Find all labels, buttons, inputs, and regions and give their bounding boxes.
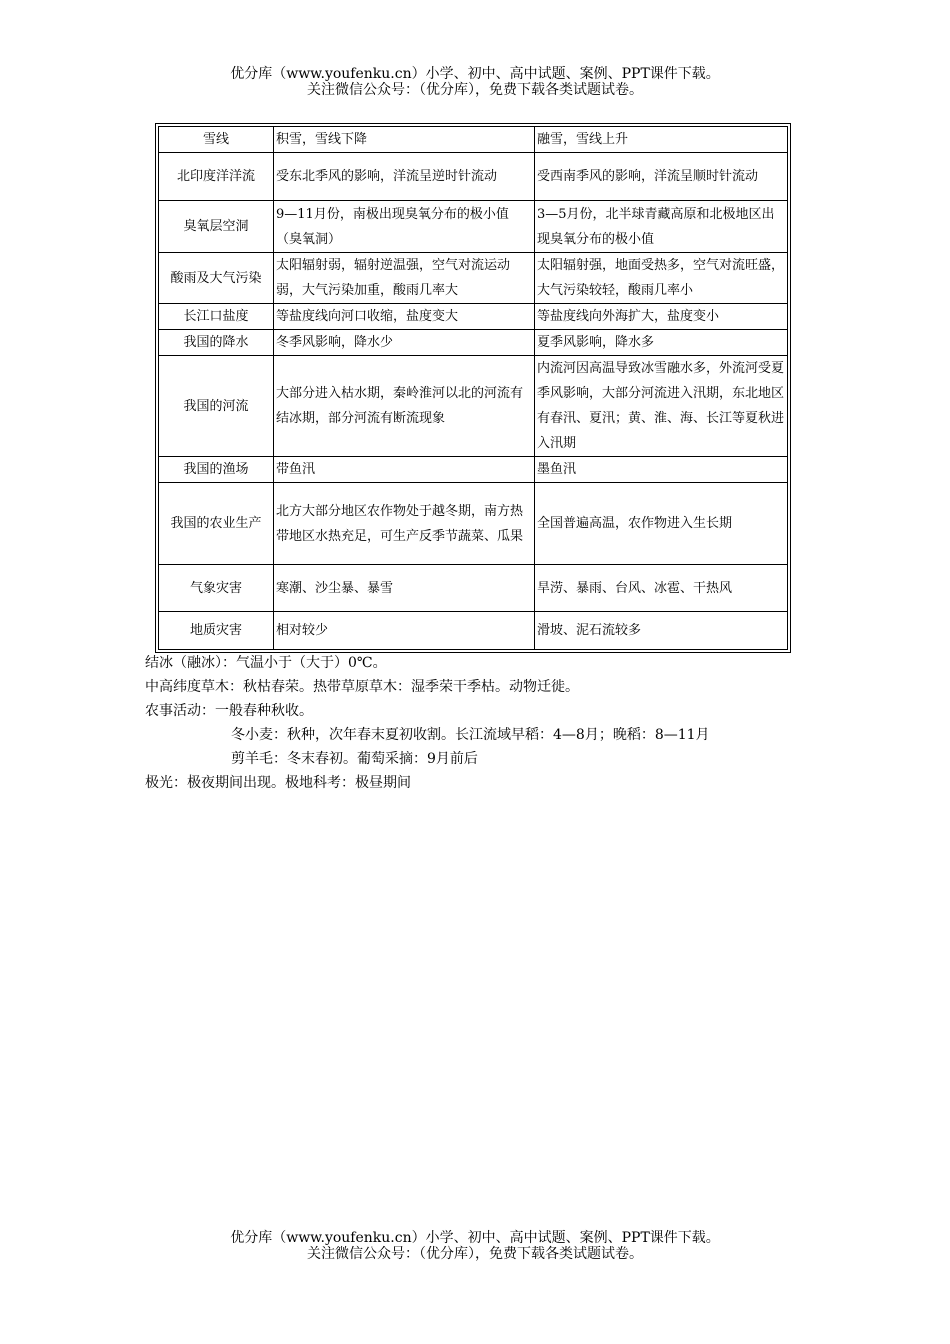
winter-cell: 积雪，雪线下降 [274, 127, 535, 153]
summer-cell: 滑坡、泥石流较多 [535, 612, 788, 650]
row-label: 地质灾害 [159, 612, 274, 650]
row-label: 我国的渔场 [159, 457, 274, 483]
page-header [0, 66, 950, 98]
table-row [159, 304, 788, 330]
table-row [159, 565, 788, 612]
summer-cell: 内流河因高温导致冰雪融水多，外流河受夏季风影响，大部分河流进入汛期，东北地区有春汛、夏汛；黄、淮、海、长江等夏秋进入汛期 [535, 356, 788, 457]
winter-cell: 冬季风影响，降水少 [274, 330, 535, 356]
note-line: 冬小麦：秋种，次年春末夏初收割。长江流域早稻：4—8月；晚稻：8—11月 [231, 727, 710, 743]
table-row [159, 483, 788, 565]
table-row [159, 612, 788, 650]
winter-cell: 太阳辐射弱，辐射逆温强，空气对流运动弱，大气污染加重，酸雨几率大 [274, 253, 535, 304]
table-row [159, 253, 788, 304]
winter-cell: 等盐度线向河口收缩，盐度变大 [274, 304, 535, 330]
page-footer [0, 1230, 950, 1262]
summer-cell: 旱涝、暴雨、台风、冰雹、干热风 [535, 565, 788, 612]
summer-cell: 太阳辐射强，地面受热多，空气对流旺盛，大气污染较轻，酸雨几率小 [535, 253, 788, 304]
winter-cell: 寒潮、沙尘暴、暴雪 [274, 565, 535, 612]
table-row [159, 153, 788, 201]
row-label: 北印度洋洋流 [159, 153, 274, 201]
summer-cell: 夏季风影响，降水多 [535, 330, 788, 356]
table-row [159, 201, 788, 253]
table-row [159, 127, 788, 153]
summer-cell: 全国普遍高温，农作物进入生长期 [535, 483, 788, 565]
summer-cell: 墨鱼汛 [535, 457, 788, 483]
notes-section [145, 651, 825, 795]
winter-cell: 大部分进入枯水期，秦岭淮河以北的河流有结冰期，部分河流有断流现象 [274, 356, 535, 457]
row-label: 我国的农业生产 [159, 483, 274, 565]
table-row [159, 330, 788, 356]
winter-cell: 受东北季风的影响，洋流呈逆时针流动 [274, 153, 535, 201]
row-label: 我国的河流 [159, 356, 274, 457]
row-label: 臭氧层空洞 [159, 201, 274, 253]
row-label: 长江口盐度 [159, 304, 274, 330]
season-comparison-table [155, 123, 791, 653]
row-label: 我国的降水 [159, 330, 274, 356]
note-line: 剪羊毛：冬末春初。葡萄采摘：9月前后 [231, 751, 478, 767]
row-label: 酸雨及大气污染 [159, 253, 274, 304]
row-label: 雪线 [159, 127, 274, 153]
note-line: 极光：极夜期间出现。极地科考：极昼期间 [145, 775, 411, 791]
header-line-2: 关注微信公众号：（优分库），免费下载各类试题试卷。 [307, 82, 643, 98]
header-line-1: 优分库（www.youfenku.cn）小学、初中、高中试题、案例、PPT课件下载。 [230, 66, 720, 82]
winter-cell: 相对较少 [274, 612, 535, 650]
winter-cell: 北方大部分地区农作物处于越冬期，南方热带地区水热充足，可生产反季节蔬菜、瓜果 [274, 483, 535, 565]
row-label: 气象灾害 [159, 565, 274, 612]
winter-cell: 带鱼汛 [274, 457, 535, 483]
summer-cell: 受西南季风的影响，洋流呈顺时针流动 [535, 153, 788, 201]
note-line: 结冰（融冰）：气温小于（大于）0℃。 [145, 655, 387, 671]
summer-cell: 等盐度线向外海扩大，盐度变小 [535, 304, 788, 330]
table-row [159, 457, 788, 483]
summer-cell: 3—5月份，北半球青藏高原和北极地区出现臭氧分布的极小值 [535, 201, 788, 253]
footer-line-2: 关注微信公众号：（优分库），免费下载各类试题试卷。 [307, 1246, 643, 1262]
winter-cell: 9—11月份，南极出现臭氧分布的极小值（臭氧洞） [274, 201, 535, 253]
table-row [159, 356, 788, 457]
note-line: 农事活动：一般春种秋收。 [145, 703, 313, 719]
summer-cell: 融雪，雪线上升 [535, 127, 788, 153]
note-line: 中高纬度草木：秋枯春荣。热带草原草木：湿季荣干季枯。动物迁徙。 [145, 679, 579, 695]
footer-line-1: 优分库（www.youfenku.cn）小学、初中、高中试题、案例、PPT课件下载。 [230, 1230, 720, 1246]
